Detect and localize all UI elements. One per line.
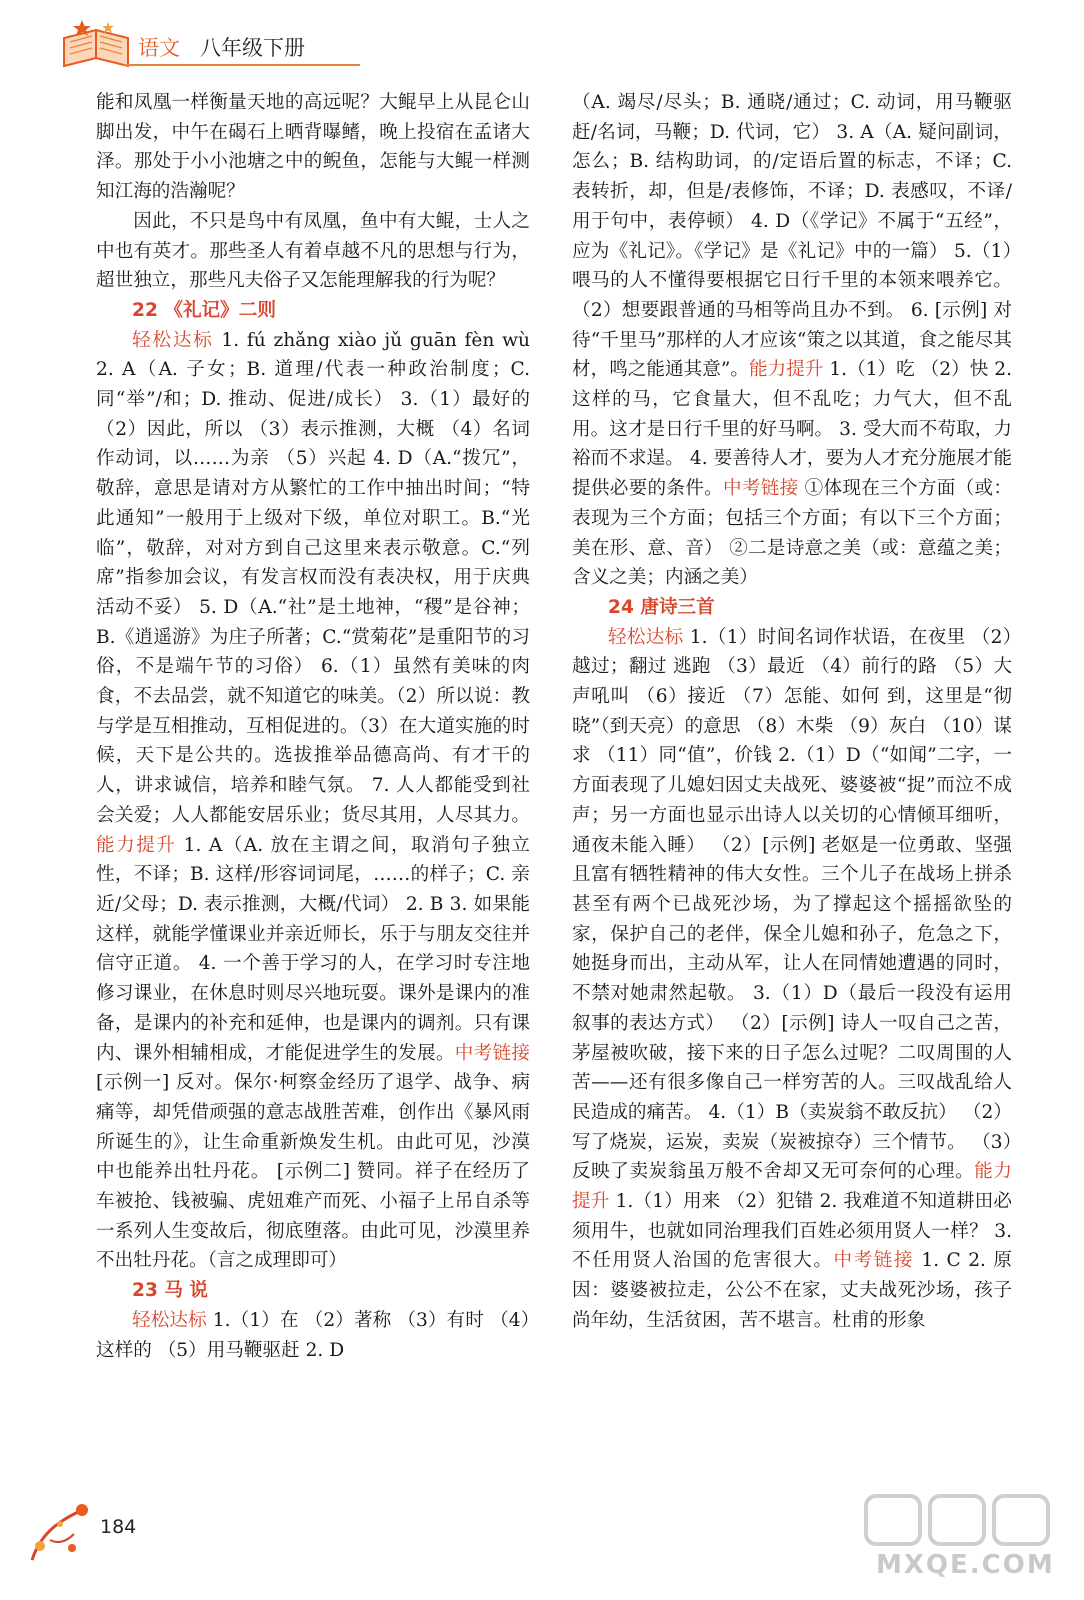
section-24-advanced-text: 1.（1）用来 （2）犯错 2. 我难道不知道耕田必须用牛，也就如同治理我们百姓必须用贤人一样？ 3. 不任用贤人治国的危害很大。 <box>572 1191 1012 1272</box>
label-basic: 轻松达标 <box>132 329 214 351</box>
label-exam-link: 中考链接 <box>833 1250 914 1272</box>
label-basic: 轻松达标 <box>132 1309 207 1331</box>
section-23-body-continued <box>572 88 1012 593</box>
left-paragraph-1: 能和凤凰一样衡量天地的高远呢？大鲲早上从昆仑山脚出发，中午在碣石上晒背曝鳍，晚上投宿在孟诸大泽。那处于小小池塘之中的鲵鱼，怎能与大鲲一样测知江海的浩瀚呢？ <box>96 92 530 203</box>
left-paragraph-2: 因此，不只是鸟中有凤凰，鱼中有大鲲，士人之中也有英才。那些圣人有着卓越不凡的思想与行为，超世独立，那些凡夫俗子又怎能理解我的行为呢？ <box>96 210 530 292</box>
label-advanced: 能力提升 <box>572 1161 1012 1213</box>
section-24-basic-text: 1.（1）时间名词作状语，在夜里 （2）越过；翻过 逃跑 （3）最近 （4）前行的路 （5）大声吼叫 （6）接近 （7）怎能、如何 到，这里是“彻晓”（到天亮）的意思 （8）木柴 （9）灰白 （10）谋求 （11）同“值”，价钱 2.（1）D（“如闻”二字，一方面表现了儿媳妇因丈夫战死、婆婆被“捉”而泣不成声；另一方面也显示出诗人以关切的心情倾耳细听，通夜未能入睡） （2）[示例] 老妪是一位勇敢、坚强且富有牺牲精神的伟大女性。三个儿子在战场上拼杀甚至有两个已战死沙场，为了撑起这个摇摇欲坠的家，保护自己的老伴，保全儿媳和孙子，危急之下，她挺身而出，主动从军，让人在同情她遭遇的同时，不禁对她肃然起敬。 3.（1）D（最后一段没有运用叙事的表达方式） （2）[示例] 诗人一叹自己之苦，茅屋被吹破，接下来的日子怎么过呢？二叹周围的人苦——还有很多像自己一样穷苦的人。三叹战乱给人民造成的痛苦。 4.（1）B（卖炭翁不敢反抗） （2）写了烧炭，运炭，卖炭（炭被掠夺）三个情节。 （3）反映了卖炭翁虽万般不舍却又无可奈何的心理。 <box>572 626 1012 1183</box>
header-divider <box>124 64 360 66</box>
section-23-basic-text: 1.（1）在 （2）著称 （3）有时 （4）这样的 （5）用马鞭驱赶 2. D <box>96 1309 530 1361</box>
section-22-basic-text: 1. fú zhǎng xiào jǔ guān fèn wù 2. A（A. 子女；B. 道理/代表一种政治制度；C. 同“举”/和；D. 推动、促进/成长） 3.（1）最好的 （2）因此，所以 （3）表示推测，大概 （4）名词作动词，以……为亲 （5）兴起 4. D（A.“拨冗”，敬辞，意思是请对方从繁忙的工作中抽出时间；“特此通知”一般用于上级对下级，单位对职工。B.“光临”，敬辞，对对方到自己这里来表示敬意。C.“列席”指参加会议，有发言权而没有表决权，用于庆典活动不妥） 5. D（A.“社”是土地神，“稷”是谷神；B.《逍遥游》为庄子所著；C.“赏菊花”是重阳节的习俗，不是端午节的习俗） 6.（1）虽然有美味的肉食，不去品尝，就不知道它的味美。（2）所以说：教与学是互相推动，互相促进的。（3）在大道实施的时候，天下是公共的。选拔推举品德高尚、有才干的人，讲求诚信，培养和睦气氛。 7. 人人都能受到社会关爱；人人都能安居乐业；货尽其用，人尽其力。 <box>96 329 530 826</box>
section-22-title: 22 《礼记》二则 <box>132 299 276 321</box>
watermark-logo-icon <box>856 1488 1056 1558</box>
section-23-title: 23 马 说 <box>132 1280 209 1302</box>
section-24-body <box>572 623 1012 1336</box>
label-advanced: 能力提升 <box>96 834 177 856</box>
right-column <box>572 88 1012 1336</box>
label-exam-link: 中考链接 <box>454 1042 530 1064</box>
section-24-exam-text: 1. C 2. 原因：婆婆被拉走，公公不在家，丈夫战死沙场，孩子尚年幼，生活贫困，苦不堪言。杜甫的形象 <box>572 1250 1012 1331</box>
flower-decoration-icon <box>22 1500 112 1570</box>
section-22-body <box>96 326 530 1277</box>
open-book-icon <box>60 18 132 72</box>
left-column <box>96 88 530 1365</box>
label-advanced: 能力提升 <box>748 359 824 381</box>
header-subject: 语文 <box>138 36 180 60</box>
label-basic: 轻松达标 <box>608 626 684 648</box>
watermark-text: MXQE.COM <box>876 1550 1055 1580</box>
page-number: 184 <box>100 1516 137 1538</box>
header-grade: 八年级下册 <box>200 36 305 60</box>
section-22-advanced-text: 1. A（A. 放在主谓之间，取消句子独立性，不译；B. 这样/形容词词尾，……的样子；C. 亲近/父母；D. 表示推测，大概/代词） 2. B 3. 如果能这样，就能学懂课业并亲近师长，乐于与朋友交往并信守正道。 4. 一个善于学习的人，在学习时专注地修习课业，在休息时则尽兴地玩耍。课外是课内的准备，是课内的补充和延伸，也是课内的调剂。只有课内、课外相辅相成，才能促进学生的发展。 <box>96 834 530 1064</box>
label-exam-link: 中考链接 <box>722 478 799 500</box>
section-23-continued-text: （A. 竭尽/尽头；B. 通晓/通过；C. 动词，用马鞭驱赶/名词，马鞭；D. 代词，它） 3. A（A. 疑问副词，怎么；B. 结构助词，的/定语后置的标志，不译；C. 表转折，却，但是/表修饰，不译；D. 表感叹，不译/用于句中，表停顿） 4. D（《学记》不属于“五经”，应为《礼记》。《学记》是《礼记》中的一篇） 5.（1）喂马的人不懂得要根据它日行千里的本领来喂养它。（2）想要跟普通的马相等尚且办不到。 6. [示例] 对待“千里马”那样的人才应该“策之以其道，食之能尽其材，鸣之能通其意”。 <box>572 92 1012 381</box>
section-24-title: 24 唐诗三首 <box>608 596 715 618</box>
section-23-advanced-text: 1.（1）吃 （2）快 2. 这样的马，它食量大，但不乱吃；力气大，但不乱用。这才是日行千里的好马啊。 3. 受大而不苟取，力裕而不求逞。 4. 要善待人才，要为人才充分施展才能提供必要的条件。 <box>572 359 1013 500</box>
page-header <box>60 14 390 72</box>
section-23-body-start <box>96 1306 530 1365</box>
section-22-exam-text: [示例一] 反对。保尔·柯察金经历了退学、战争、病痛等，却凭借顽强的意志战胜苦难，创作出《暴风雨所诞生的》，让生命重新焕发生机。由此可见，沙漠中也能养出牡丹花。 [示例二] 赞同。祥子在经历了车被抢、钱被骗、虎妞难产而死、小福子上吊自杀等一系列人生变故后，彻底堕落。由此可见，沙漠里养不出牡丹花。（言之成理即可） <box>96 1072 530 1272</box>
watermark <box>856 1488 1056 1588</box>
section-23-exam-text: ①体现在三个方面（或：表现为三个方面；包括三个方面；有以下三个方面；美在形、意、音） ②二是诗意之美（或：意蕴之美；含义之美；内涵之美） <box>572 478 1012 589</box>
